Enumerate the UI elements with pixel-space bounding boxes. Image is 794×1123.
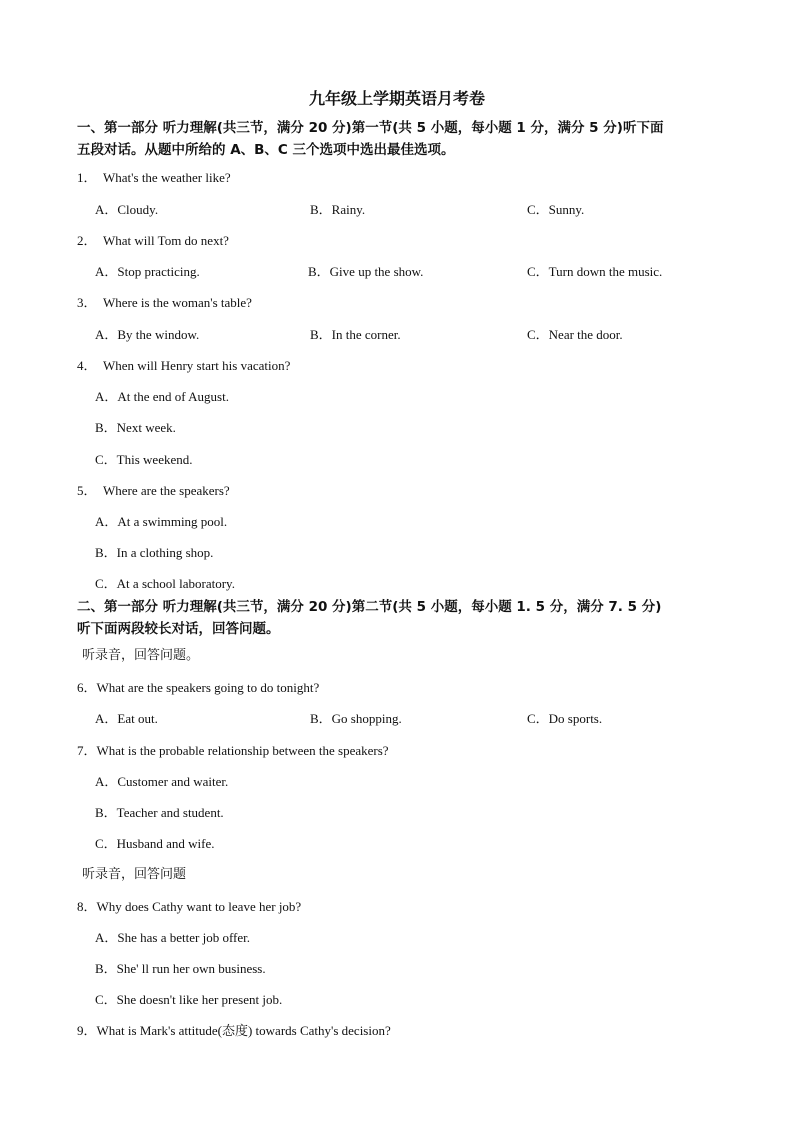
q5-option-c: C．At a school laboratory.	[95, 576, 235, 591]
question-number: 8．	[77, 899, 97, 914]
question-number: 5．	[77, 483, 97, 498]
q2-option-c: C．Turn down the music.	[527, 264, 663, 279]
question-number: 1．	[77, 170, 97, 185]
q1-option-a: A．Cloudy.	[95, 202, 159, 217]
question-text: When will Henry start his vacation?	[103, 358, 291, 373]
section-2-line-1: 二、第一部分 听力理解(共三节，满分 20 分)第二节(共 5 小题，每小题 1. 5 分，满分 7. 5 分)	[77, 599, 662, 615]
q7-option-c: C．Husband and wife.	[95, 836, 215, 851]
question-text: What is Mark's attitude(态度) towards Cathy's decision?	[96, 1023, 391, 1038]
section-2-heading	[77, 596, 757, 640]
question-text: What will Tom do next?	[103, 233, 229, 248]
question-9	[77, 1020, 391, 1039]
question-2	[77, 230, 229, 249]
q7-option-a: A．Customer and waiter.	[95, 774, 229, 789]
q6-option-a: A．Eat out.	[95, 711, 158, 726]
q8-option-c: C．She doesn't like her present job.	[95, 992, 283, 1007]
q6-option-b: B．Go shopping.	[310, 711, 402, 726]
section-2-line-2: 听下面两段较长对话，回答问题。	[77, 621, 280, 637]
question-4	[77, 355, 290, 374]
q2-option-a: A．Stop practicing.	[95, 264, 200, 279]
q4-option-b: B．Next week.	[95, 420, 176, 435]
q7-option-b: B．Teacher and student.	[95, 805, 224, 820]
q3-option-a: A．By the window.	[95, 327, 200, 342]
q5-option-a: A．At a swimming pool.	[95, 514, 228, 529]
q2-option-b: B．Give up the show.	[308, 264, 424, 279]
q3-option-c: C．Near the door.	[527, 327, 623, 342]
question-number: 4．	[77, 358, 97, 373]
q3-option-b: B．In the corner.	[310, 327, 401, 342]
question-text: What's the weather like?	[103, 170, 231, 185]
question-text: Where is the woman's table?	[103, 295, 252, 310]
q6-option-c: C．Do sports.	[527, 711, 603, 726]
question-3	[77, 292, 252, 311]
question-number: 3．	[77, 295, 97, 310]
listening-note-1: 听录音，回答问题。	[82, 648, 200, 663]
question-1	[77, 167, 231, 186]
question-5	[77, 480, 230, 499]
q4-option-a: A．At the end of August.	[95, 389, 229, 404]
section-1-line-1: 一、第一部分 听力理解(共三节，满分 20 分)第一节(共 5 小题，每小题 1 分，满分 5 分)听下面	[77, 120, 664, 136]
question-text: Where are the speakers?	[103, 483, 230, 498]
question-number: 7．	[77, 743, 97, 758]
listening-note-2: 听录音，回答问题	[82, 867, 187, 882]
question-text: What are the speakers going to do tonight?	[96, 680, 320, 695]
question-number: 9．	[77, 1023, 97, 1038]
question-7	[77, 740, 389, 759]
q1-option-c: C．Sunny.	[527, 202, 585, 217]
question-number: 6．	[77, 680, 97, 695]
q1-option-b: B．Rainy.	[310, 202, 366, 217]
question-number: 2．	[77, 233, 97, 248]
section-1-line-2: 五段对话。从题中所给的 A、B、C 三个选项中选出最佳选项。	[77, 142, 455, 158]
section-1-heading	[77, 117, 757, 161]
q8-option-a: A．She has a better job offer.	[95, 930, 250, 945]
q8-option-b: B．She' ll run her own business.	[95, 961, 266, 976]
q4-option-c: C．This weekend.	[95, 452, 193, 467]
question-8	[77, 896, 301, 915]
question-6	[77, 677, 319, 696]
question-text: What is the probable relationship between the speakers?	[96, 743, 389, 758]
question-text: Why does Cathy want to leave her job?	[96, 899, 302, 914]
page-title: 九年级上学期英语月考卷	[308, 89, 485, 108]
q5-option-b: B．In a clothing shop.	[95, 545, 214, 560]
